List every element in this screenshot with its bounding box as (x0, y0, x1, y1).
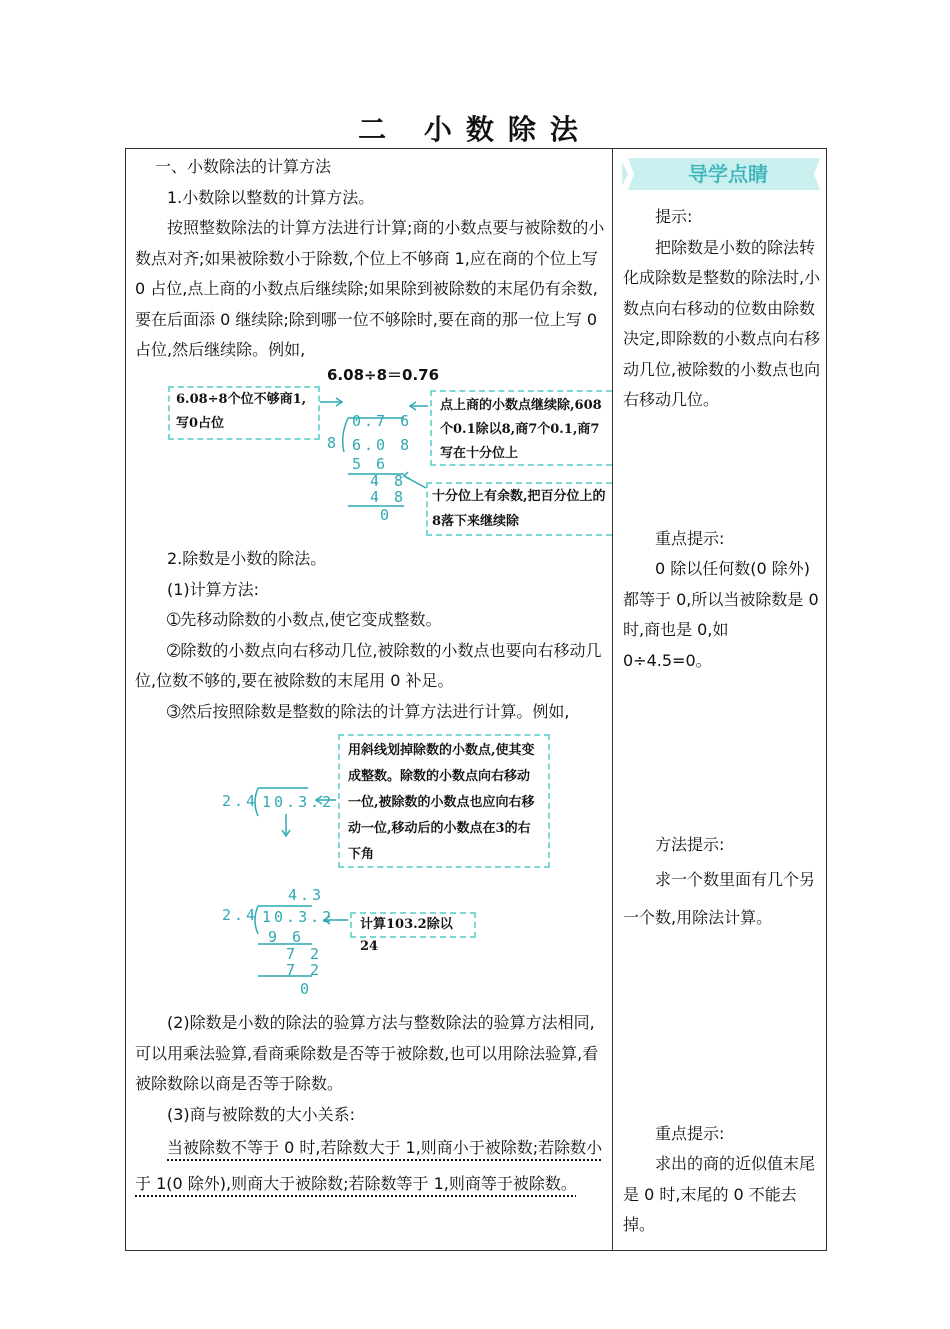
side-column (623, 200, 821, 1241)
main-column (135, 152, 605, 366)
section-2-lower (135, 1008, 605, 1202)
banner (620, 156, 824, 192)
row3-1: 4 8 (370, 488, 407, 506)
tip2-text: 0 除以任何数(0 除外)都等于 0,所以当被除数是 0 时,商也是 0,如 0÷4.5=0。 (623, 559, 819, 670)
row2-1: 4 8 (370, 472, 407, 490)
tip2-label: 重点提示: (655, 528, 725, 548)
note-2: 用斜线划掉除数的小数点,使其变成整数。除数的小数点向右移动一位,被除数的小数点也应向右移动一位,移动后的小数点在3的右下角 (338, 734, 550, 868)
tip1-text: 把除数是小数的除法转化成除数是整数的除法时,小数点向右移动的位数由除数决定,即除数的小数点向右移动几位,被除数的小数点也向右移动几位。 (623, 237, 821, 409)
para-3-title: (3)商与被除数的大小关系: (167, 1104, 356, 1124)
step-3: ➂然后按照除数是整数的除法的计算方法进行计算。例如, (167, 701, 570, 721)
equation: 6.08÷8＝0.76 (327, 366, 440, 384)
row1-1: 5 6 (352, 455, 389, 473)
section-2 (135, 544, 605, 727)
section-heading: 一、小数除法的计算方法 (155, 157, 332, 176)
division-bracket-3 (250, 904, 350, 996)
row2-3: 7 2 (286, 945, 323, 963)
s2-title: 2.除数是小数的除法。 (167, 549, 327, 568)
divisor-1: 8 (327, 434, 340, 452)
step-1: ➀先移动除数的小数点,使它变成整数。 (167, 610, 442, 629)
dividend-1: 6.0 8 (352, 436, 413, 454)
dividend-2: 10.3.2 (262, 793, 335, 811)
note-3: 计算103.2除以24 (350, 912, 476, 938)
s2-method: (1)计算方法: (167, 579, 260, 599)
row3-3: 7 2 (286, 961, 323, 979)
step-2: ➁除数的小数点向右移动几位,被除数的小数点也要向右移动几位,位数不够的,要在被除数的末尾用 0 补足。 (135, 640, 602, 690)
quotient-3: 4.3 (288, 886, 325, 904)
column-divider (612, 148, 613, 1251)
tip1-label: 提示: (655, 207, 693, 226)
division-bracket-2 (250, 786, 340, 846)
banner-text: 导学点睛 (688, 162, 768, 186)
note-right-top: 点上商的小数点继续除,608个0.1除以8,商7个0.1,商7写在十分位上 (430, 390, 612, 466)
divisor-3: 2.4 (222, 906, 259, 924)
quotient-1: 0.7 6 (352, 412, 413, 430)
s1-title: 1.小数除以整数的计算方法。 (167, 187, 375, 207)
tip3-label: 方法提示: (655, 835, 725, 854)
tip4-text: 求出的商的近似值末尾是 0 时,末尾的 0 不能去掉。 (623, 1154, 816, 1234)
dividend-3: 10.3.2 (262, 908, 335, 926)
row4-1: 0 (380, 506, 393, 524)
para-3: 当被除数不等于 0 时,若除数大于 1,则商小于被除数;若除数小于 1(0 除外),则商大于被除数;若除数等于 1,则商等于被除数。 (135, 1138, 603, 1193)
para-3-wrapper (135, 1130, 605, 1202)
row4-3: 0 (300, 980, 313, 998)
row1-3: 9 6 (268, 928, 305, 946)
s1-body: 按照整数除法的计算方法进行计算;商的小数点要与被除数的小数点对齐;如果被除数小于除数,个位上不够商 1,应在商的个位上写 0 占位,点上商的小数点后继续除;如果除到被除数的末尾仍有余数,要在后面添 0 继续除;除到哪一位不够除时,要在商的那一位上写 0 占位,然后继续除。例如, (135, 218, 605, 359)
tip4-label: 重点提示: (655, 1123, 725, 1143)
divisor-2: 2.4 (222, 792, 259, 810)
note-right-bottom: 十分位上有余数,把百分位上的8落下来继续除 (426, 482, 612, 536)
tip3-text: 求一个数里面有几个另一个数,用除法计算。 (623, 869, 816, 927)
para-2: (2)除数是小数的除法的验算方法与整数除法的验算方法相同,可以用乘法验算,看商乘除数是否等于被除数,也可以用除法验算,看被除数除以商是否等于除数。 (135, 1013, 599, 1093)
note-left: 6.08÷8个位不够商1,写0占位 (168, 386, 320, 440)
page-title: 二 小数除法 (358, 113, 592, 146)
